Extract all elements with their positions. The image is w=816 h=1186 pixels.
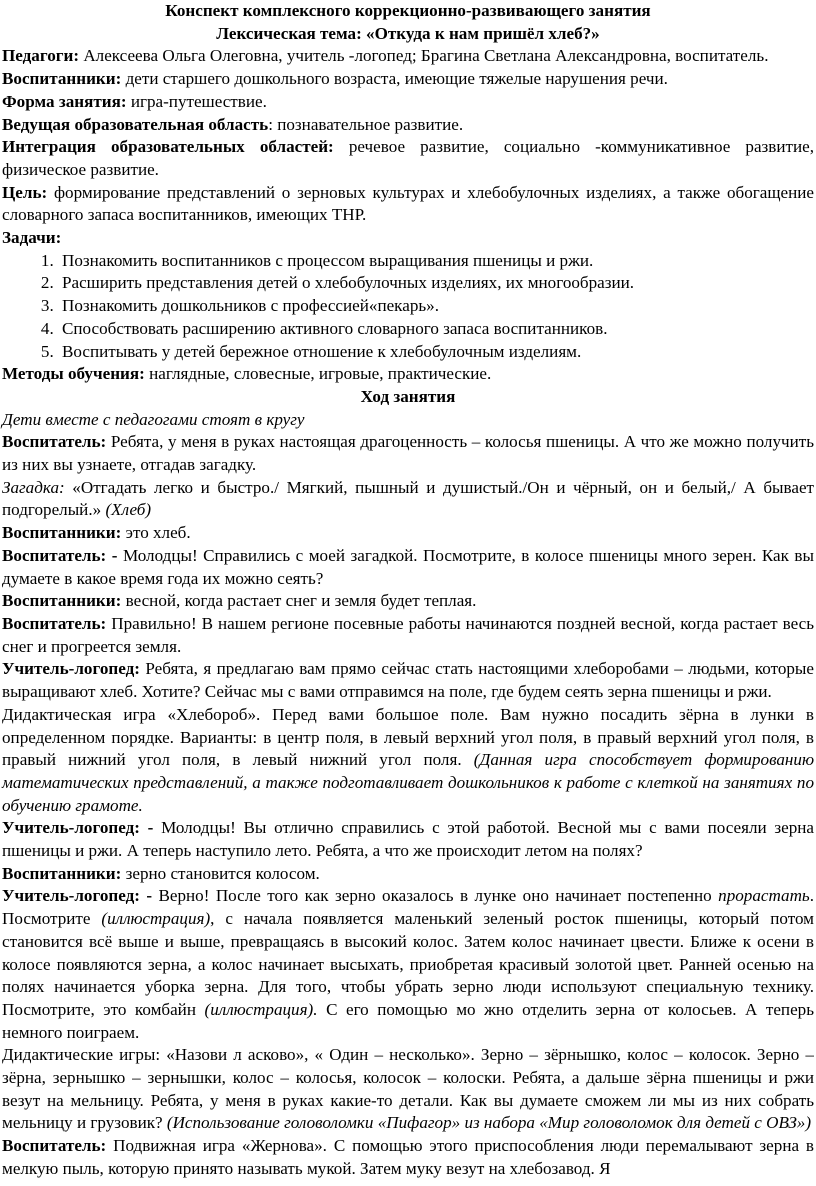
speaker-label: Учитель-логопед: - — [2, 886, 153, 906]
speaker-label: Воспитатель: - — [2, 545, 118, 565]
dialogue-line: Учитель-логопед: Ребята, я предлагаю вам прямо сейчас стать настоящими хлеборобами – людьми, которые выращивают хлеб. Хотите? Сейчас мы с вами отправимся на поле, где будем сеять зерна пшеницы и ржи. — [2, 659, 814, 702]
theme-value: «Откуда к нам пришёл хлеб?» — [366, 23, 600, 43]
tasks-heading: Задачи: — [2, 228, 62, 248]
document-title: Конспект комплексного коррекционно-развивающего занятия — [165, 1, 651, 20]
dialogue-line: Учитель-логопед: - Молодцы! Вы отлично справились с этой работой. Весной мы с вами посеяли зерна пшеницы и ржи. А теперь наступило лето. Ребята, а что же происходит летом на полях? — [2, 818, 814, 861]
speaker-label: Учитель-логопед: - — [2, 818, 154, 838]
task-item: 2. Расширить представления детей о хлебобулочных изделиях, их многообразии. — [58, 272, 814, 295]
dialogue-line: Воспитатель: Ребята, у меня в руках настоящая драгоценность – колосья пшеницы. А что же можно получить из них вы узнаете, отгадав загадку. — [2, 432, 814, 475]
dialogue-line: Воспитатель: Подвижная игра «Жернова». С помощью этого приспособления люди перемалывают зерна в мелкую пыль, которую принято называть мукой. Затем муку везут на хлебозавод. Я — [2, 1136, 814, 1178]
task-item: 5. Воспитывать у детей бережное отношение к хлебобулочным изделиям. — [58, 341, 814, 364]
speaker-label: Воспитатель: — [2, 1136, 107, 1156]
course-heading: Ход занятия — [360, 386, 456, 406]
speaker-label: Воспитанники: — [2, 523, 122, 543]
teachers-value: Алексеева Ольга Олеговна, учитель -логопед; Брагина Светлана Александровна, воспитатель. — [83, 46, 769, 66]
task-item: 4. Способствовать расширению активного словарного запаса воспитанников. — [58, 318, 814, 341]
pupils-line — [2, 68, 814, 91]
tasks-list — [2, 250, 814, 364]
speaker-label: Воспитанники: — [2, 863, 122, 883]
dialogue-line: Воспитатель: Правильно! В нашем регионе посевные работы начинаются поздней весной, когда растает весь снег и прогреется земля. — [2, 613, 814, 656]
teachers-line — [2, 45, 814, 68]
pupils-value: дети старшего дошкольного возраста, имеющие тяжелые нарушения речи. — [125, 69, 668, 89]
speaker-label: Воспитанники: — [2, 591, 122, 611]
dialogue-line: Учитель-логопед: - Верно! После того как зерно оказалось в лунке оно начинает постепенно прорастать. Посмотрите (иллюстрация), с начала появляется маленький зеленый росток пшеницы, который потом становится всё выше и выше, превращаясь в высокий колос. Затем колос начинает цвести. Ближе к осени в колосе появляются зерна, а колос начинает высыхать, приобретая красивый золотой цвет. Ранней осенью на полях начинается уборка зерна. Для того, чтобы убрать зерно люди используют специальную технику. Посмотрите, это комбайн (иллюстрация). С его помощью мо жно отделить зерна от колосьев. А теперь немного поиграем. — [2, 886, 814, 1042]
speaker-label: Воспитатель: — [2, 613, 107, 633]
methods-value: наглядные, словесные, игровые, практические. — [149, 364, 492, 384]
form-label: Форма занятия: — [2, 91, 127, 111]
riddle-line: Загадка: «Отгадать легко и быстро./ Мягкий, пышный и душистый./Он и чёрный, он и белый,/ А бывает подгорелый.» (Хлеб) — [2, 477, 814, 520]
speaker-label: Воспитатель: — [2, 432, 107, 452]
riddle-answer: (Хлеб) — [105, 500, 152, 520]
dialogue-line: Воспитанники: это хлеб. — [2, 523, 191, 543]
form-value: игра-путешествие. — [130, 91, 267, 111]
integration-line — [2, 136, 814, 181]
integration-value: речевое развитие, социально -коммуникативное развитие, физическое развитие. — [2, 137, 814, 179]
goal-label: Цель: — [2, 182, 48, 202]
puzzle-note: (Использование головоломки «Пифагор» из набора «Мир головоломок для детей с ОВЗ») — [166, 1113, 812, 1133]
task-item: 3. Познакомить дошкольников с профессией«пекарь». — [58, 295, 814, 318]
form-line — [2, 91, 814, 114]
area-value: : познавательное развитие. — [268, 114, 464, 134]
goal-value: формирование представлений о зерновых культурах и хлебобулочных изделиях, а также обогащение словарного запаса воспитанников, имеющих ТНР. — [2, 182, 814, 225]
riddle-label: Загадка: — [2, 477, 65, 497]
methods-line — [2, 363, 814, 386]
area-label: Ведущая образовательная область — [2, 114, 269, 134]
goal-line — [2, 182, 814, 227]
game-description: Дидактическая игра «Хлебороб». Перед вами большое поле. Вам нужно посадить зёрна в лунки в определенном порядке. Варианты: в центр поля, в левый верхний угол поля, в правый верхний угол поля, в правый нижний угол поля, в левый нижний угол поля. (Данная игра способствует формированию математических представлений, а также подготавливает дошкольников к работе с клеткой на занятиях по обучению грамоте. — [2, 704, 814, 815]
area-line — [2, 114, 814, 137]
dialogue-line: Воспитатель: - Молодцы! Справились с моей загадкой. Посмотрите, в колосе пшеницы много зерен. Как вы думаете в какое время года их можно сеять? — [2, 545, 814, 588]
lexical-theme — [2, 23, 814, 46]
speaker-label: Учитель-логопед: — [2, 659, 140, 679]
dialogue-line: Воспитанники: весной, когда растает снег и земля будет теплая. — [2, 591, 477, 611]
theme-label: Лексическая тема: — [216, 23, 362, 43]
games-description: Дидактические игры: «Назови л асково», « Один – несколько». Зерно – зёрнышко, колос – колосок. Зерно – зёрна, зернышко – зернышки, колос – колосья, колосок – колоски. Ребята, а дальше зёрна пшеницы и ржи везут на мельницу. Ребята, у меня в руках какие-то детали. Как вы думаете сможем ли мы из них собрать мельницу и грузовик? (Использование головоломки «Пифагор» из набора «Мир головоломок для детей с ОВЗ») — [2, 1045, 814, 1133]
course-intro: Дети вместе с педагогами стоят в кругу — [2, 409, 305, 429]
integration-label: Интеграция образовательных областей: — [2, 137, 334, 157]
dialogue-line: Воспитанники: зерно становится колосом. — [2, 863, 320, 883]
game-note: (Данная игра способствует формированию математических представлений, а также подготавливает дошкольников к работе с клеткой на занятиях по обучению грамоте. — [2, 750, 814, 815]
pupils-label: Воспитанники: — [2, 69, 122, 89]
task-item: 1. Познакомить воспитанников с процессом выращивания пшеницы и ржи. — [58, 250, 814, 273]
teachers-label: Педагоги: — [2, 46, 80, 66]
methods-label: Методы обучения: — [2, 364, 145, 384]
